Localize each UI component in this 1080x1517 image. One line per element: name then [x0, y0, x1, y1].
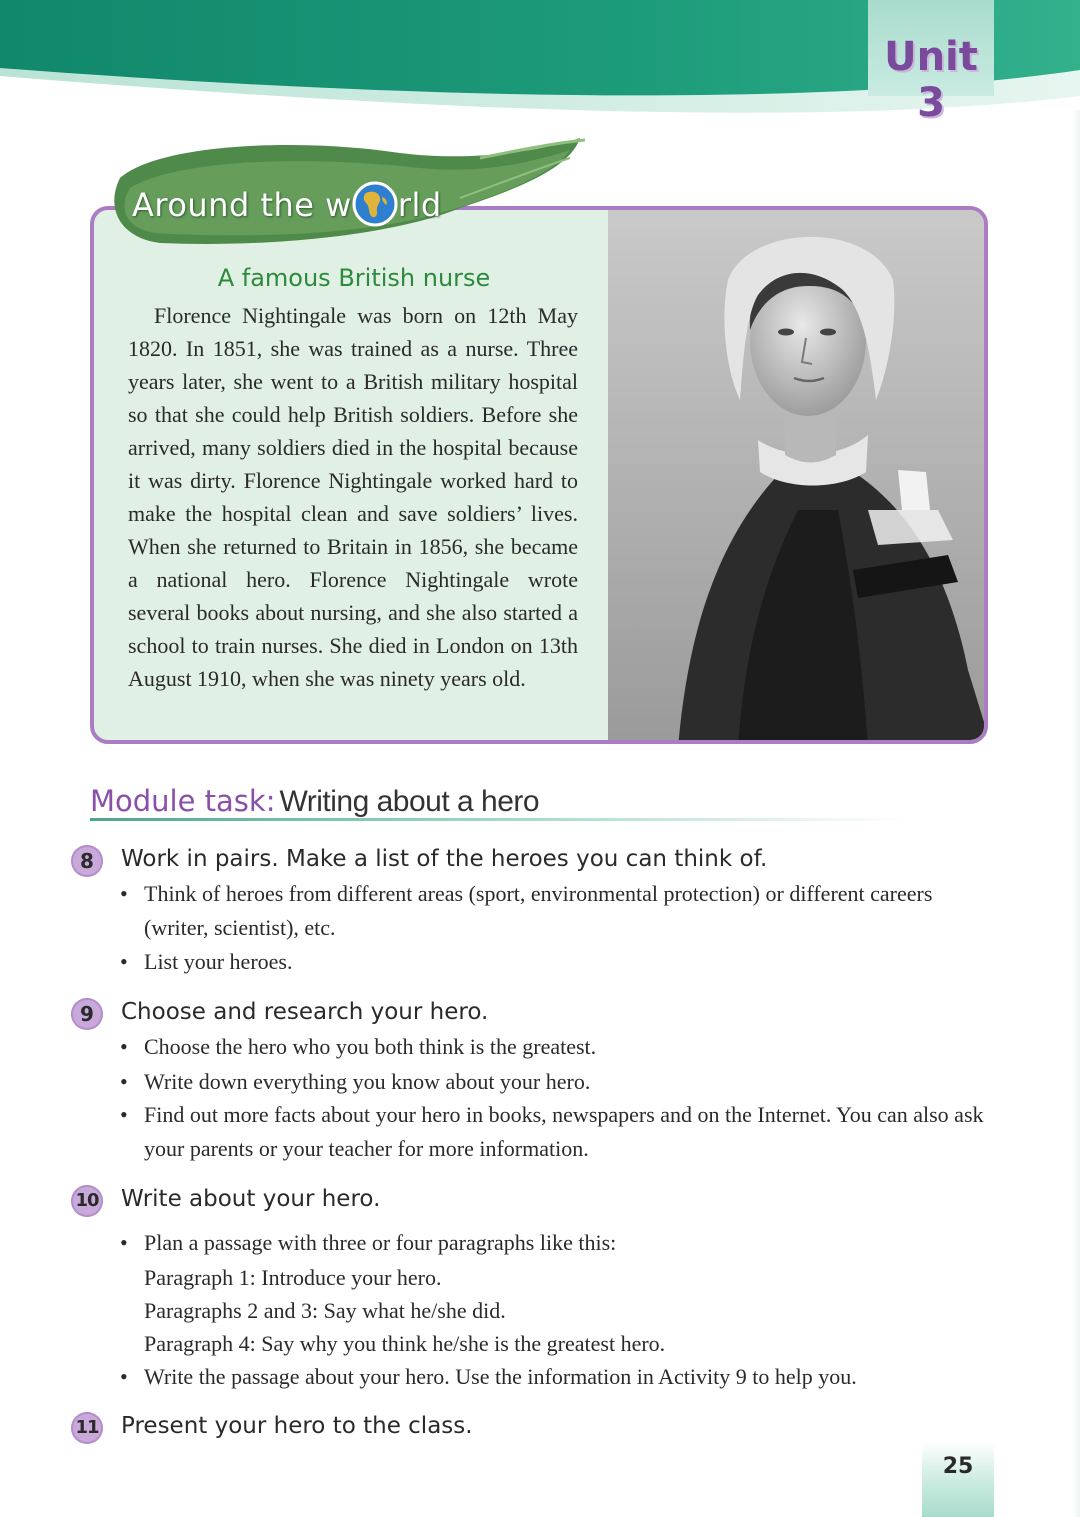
activity-number-badge: 10 [71, 1185, 103, 1217]
list-item-text: Write down everything you know about your hero. [144, 1069, 591, 1094]
bullet-dot-icon: • [120, 1102, 128, 1127]
unit-label: Unit 3 [884, 34, 978, 126]
list-item-text: Find out more facts about your hero in books, newspapers and on the Internet. You can also ask your parents or your teacher for more information. [144, 1102, 984, 1161]
bullet-dot-icon: • [120, 949, 128, 974]
module-task-label: Module task: [90, 784, 276, 818]
globe-icon [352, 181, 398, 227]
portrait-image [608, 210, 988, 744]
list-item [120, 1065, 990, 1099]
list-item-text: Think of heroes from different areas (sport, environmental protection) or different careers (writer, scientist), etc. [144, 881, 933, 940]
page-edge-shadow [1072, 110, 1080, 1517]
activity-number-badge: 8 [71, 845, 103, 877]
activity-title: Present your hero to the class. [121, 1413, 473, 1439]
plan-line: Paragraph 4: Say why you think he/she is the greatest hero. [144, 1331, 666, 1356]
article-heading: A famous British nurse [217, 264, 491, 292]
page-number: 25 [942, 1454, 974, 1479]
list-item [120, 945, 990, 979]
bullet-dot-icon: • [120, 881, 128, 906]
plan-line: Paragraph 1: Introduce your hero. [144, 1265, 442, 1290]
list-item-text: Plan a passage with three or four paragraphs like this: [144, 1230, 617, 1255]
banner-title-part-1: Around the w [132, 186, 352, 224]
activity-title: Work in pairs. Make a list of the heroes you can think of. [121, 846, 768, 872]
plan-line: Paragraphs 2 and 3: Say what he/she did. [144, 1298, 506, 1323]
module-task-heading [90, 784, 539, 819]
activity-title: Write about your hero. [121, 1186, 381, 1212]
list-item [120, 1360, 990, 1394]
list-item-text: Choose the hero who you both think is the greatest. [144, 1034, 597, 1059]
bullet-dot-icon: • [120, 1230, 128, 1255]
activity-number-badge: 11 [71, 1412, 103, 1444]
list-item-text: Write the passage about your hero. Use the information in Activity 9 to help you. [144, 1364, 857, 1389]
bullet-dot-icon: • [120, 1034, 128, 1059]
article-body: Florence Nightingale was born on 12th May 1820. In 1851, she was trained as a nurse. Three years later, she went to a British military hospital so that she could help British soldiers. Before she arrived, many soldiers died in the hospital because it was dirty. Florence Nightingale worked hard to make the hospital clean and save soldiers’ lives. When she returned to Britain in 1856, she became a national hero. Florence Nightingale wrote several books about nursing, and she also started a school to train nurses. She died in London on 13th August 1910, when she was ninety years old. [128, 303, 578, 691]
list-item [120, 1226, 990, 1260]
module-task-title: Writing about a hero [279, 785, 540, 818]
activity-number-badge: 9 [71, 998, 103, 1030]
list-item-text: List your heroes. [144, 949, 293, 974]
list-item [120, 877, 990, 945]
bullet-dot-icon: • [120, 1364, 128, 1389]
banner-title-part-2: rld [397, 186, 442, 224]
activity-title: Choose and research your hero. [121, 999, 489, 1025]
module-task-rule [90, 818, 910, 821]
list-item [120, 1030, 990, 1064]
florence-nightingale-portrait [608, 210, 988, 744]
bullet-dot-icon: • [120, 1069, 128, 1094]
list-item [120, 1098, 990, 1166]
